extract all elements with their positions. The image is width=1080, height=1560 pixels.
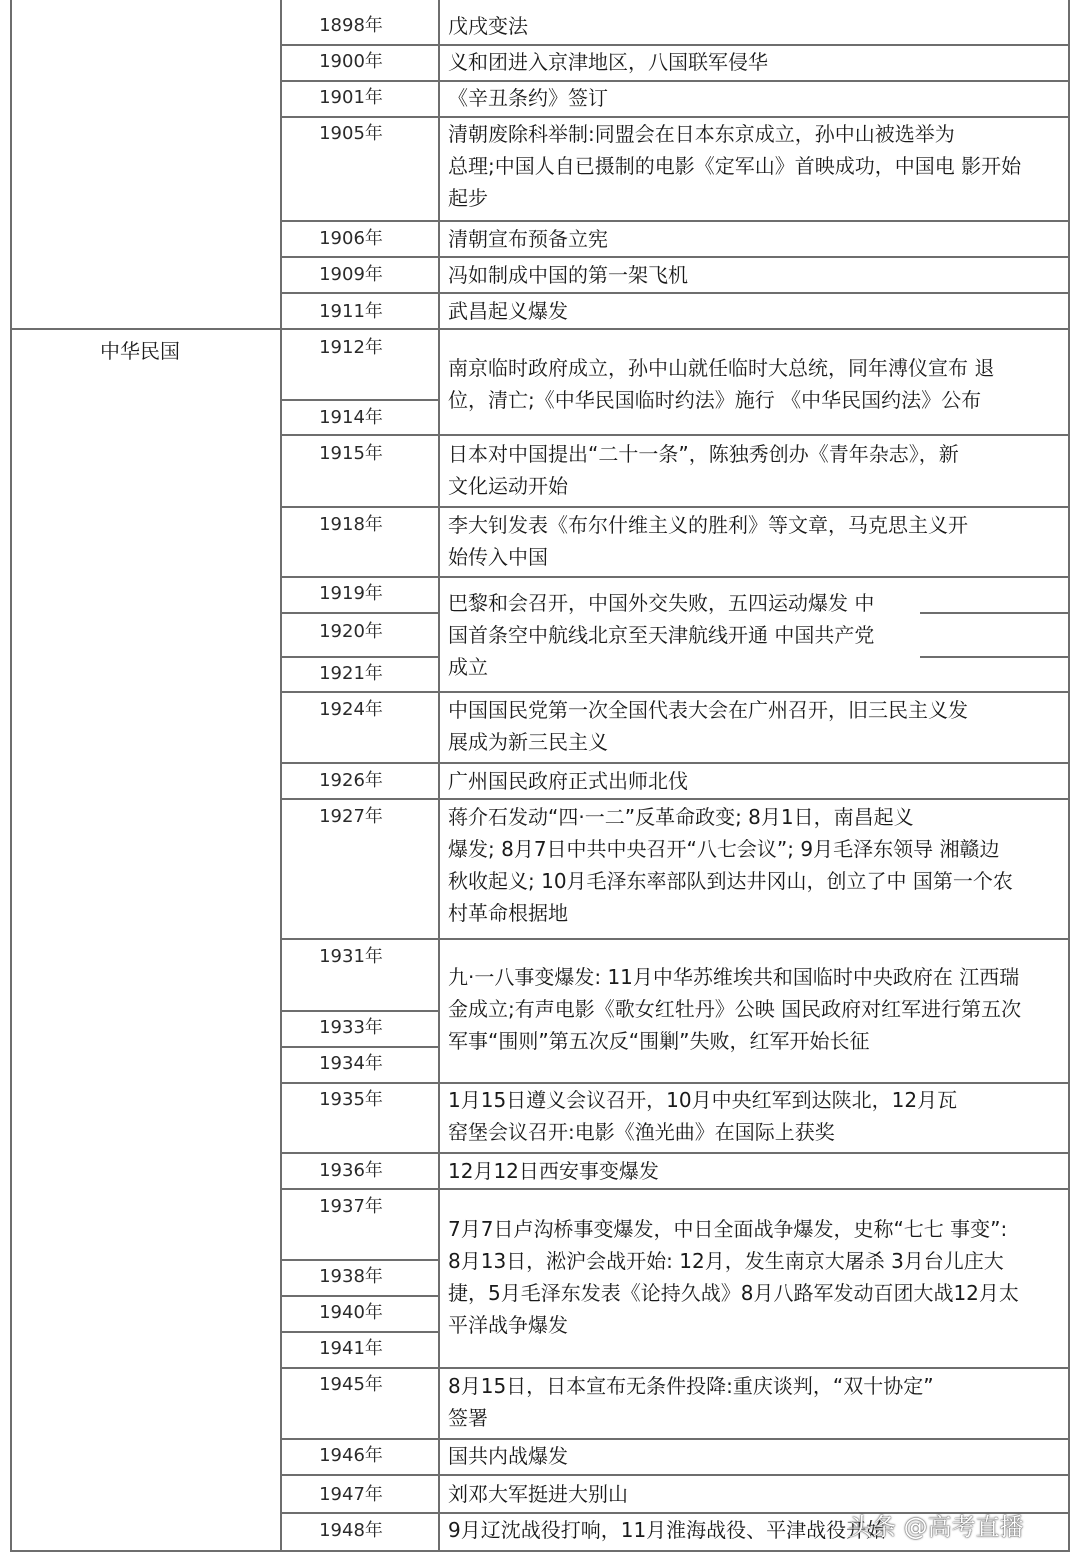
year-cell: 1935年 <box>319 1089 383 1110</box>
event-cell: 巴黎和会召开，中国外交失败，五四运动爆发 中 国首条空中航线北京至天津航线开通 中国共产党 成立 <box>448 591 875 679</box>
year-cell: 1905年 <box>319 123 383 144</box>
year-cell: 1934年 <box>319 1053 383 1074</box>
event-cell: 义和团进入京津地区，八国联军侵华 <box>448 50 768 74</box>
row-divider <box>280 1046 440 1048</box>
event-cell: 8月15日，日本宣布无条件投降:重庆谈判，“双十协定” 签署 <box>448 1374 934 1430</box>
year-cell: 1915年 <box>319 443 383 464</box>
event-cell: 武昌起义爆发 <box>448 299 568 323</box>
row-divider <box>280 1295 440 1297</box>
year-cell: 1918年 <box>319 514 383 535</box>
year-cell: 1900年 <box>319 51 383 72</box>
event-cell: 冯如制成中国的第一架飞机 <box>448 263 688 287</box>
row-divider <box>280 691 1070 693</box>
event-cell: 蒋介石发动“四·一二”反革命政变; 8月1日，南昌起义 爆发; 8月7日中共中央召开“八七会议”; 9月毛泽东领导 湘赣边 秋收起义; 10月毛泽东率部队到达井冈山，创立了中 国第一个农 村革命根据地 <box>448 805 1013 925</box>
year-cell: 1898年 <box>319 15 383 36</box>
row-divider <box>280 506 1070 508</box>
row-divider <box>280 938 1070 940</box>
year-cell: 1927年 <box>319 806 383 827</box>
year-cell: 1933年 <box>319 1017 383 1038</box>
row-divider <box>280 656 440 658</box>
event-cell: 刘邓大军挺进大别山 <box>448 1482 628 1506</box>
year-cell: 1911年 <box>319 301 383 322</box>
year-cell: 1940年 <box>319 1302 383 1323</box>
event-cell: 九·一八事变爆发: 11月中华苏维埃共和国临时中央政府在 江西瑞 金成立;有声电影《歌女红牡丹》公映 国民政府对红军进行第五次 军事“围则”第五次反“围剿”失败，红军开始长征 <box>448 965 1022 1053</box>
table-border-left <box>10 0 12 1552</box>
row-divider <box>280 1152 1070 1154</box>
year-cell: 1937年 <box>319 1196 383 1217</box>
event-cell: 清朝宣布预备立宪 <box>448 227 608 251</box>
row-divider <box>280 1331 440 1333</box>
row-divider <box>280 1188 1070 1190</box>
event-cell: 7月7日卢沟桥事变爆发，中日全面战争爆发，史称“七七 事变”: 8月13日，淞沪会战开始: 12月，发生南京大屠杀 3月台儿庄大 捷，5月毛泽东发表《论持久战》8月八路军发动百团大战12月太 平洋战争爆发 <box>448 1217 1019 1337</box>
row-divider <box>280 1474 1070 1476</box>
year-cell: 1945年 <box>319 1374 383 1395</box>
year-cell: 1920年 <box>319 621 383 642</box>
year-cell: 1901年 <box>319 87 383 108</box>
event-cell: 1月15日遵义会议召开，10月中央红军到达陕北，12月瓦 窑堡会议召开:电影《渔光曲》在国际上获奖 <box>448 1088 958 1144</box>
row-divider <box>280 220 1070 222</box>
event-cell: 12月12日西安事变爆发 <box>448 1159 659 1183</box>
year-cell: 1906年 <box>319 228 383 249</box>
year-cell: 1914年 <box>319 407 383 428</box>
year-cell: 1924年 <box>319 699 383 720</box>
event-cell: 南京临时政府成立，孙中山就任临时大总统，同年溥仪宣布 退 位，清亡;《中华民国临时约法》施行 《中华民国约法》公布 <box>448 356 995 412</box>
row-divider <box>280 798 1070 800</box>
event-cell: 李大钊发表《布尔什维主义的胜利》等文章，马克思主义开 始传入中国 <box>448 513 968 569</box>
year-cell: 1941年 <box>319 1338 383 1359</box>
event-cell: 戊戌变法 <box>448 14 528 38</box>
year-cell: 1948年 <box>319 1520 383 1541</box>
row-divider <box>280 256 1070 258</box>
row-divider <box>280 762 1070 764</box>
event-cell: 广州国民政府正式出师北伐 <box>448 769 688 793</box>
year-cell: 1926年 <box>319 770 383 791</box>
row-divider <box>280 1367 1070 1369</box>
year-cell: 1921年 <box>319 663 383 684</box>
era-divider <box>10 328 1070 330</box>
row-divider <box>280 612 440 614</box>
row-divider <box>280 1259 440 1261</box>
year-cell: 1936年 <box>319 1160 383 1181</box>
table-border-bottom <box>10 1550 1070 1552</box>
column-divider-year <box>438 0 440 1552</box>
year-cell: 1946年 <box>319 1445 383 1466</box>
year-cell: 1931年 <box>319 946 383 967</box>
row-divider <box>280 1010 440 1012</box>
year-cell: 1909年 <box>319 264 383 285</box>
row-divider <box>280 434 1070 436</box>
column-divider-era <box>280 0 282 1552</box>
watermark-text: 头条 @高考直播 <box>848 1513 1024 1541</box>
event-cell: 9月辽沈战役打响，11月淮海战役、平津战役开始 <box>448 1518 887 1542</box>
year-cell: 1912年 <box>319 337 383 358</box>
year-cell: 1947年 <box>319 1484 383 1505</box>
row-divider <box>280 399 440 401</box>
era-label: 中华民国 <box>100 339 180 363</box>
year-cell: 1919年 <box>319 583 383 604</box>
year-cell: 1938年 <box>319 1266 383 1287</box>
row-divider <box>280 576 1070 578</box>
row-divider <box>280 292 1070 294</box>
event-cell: 《辛丑条约》签订 <box>448 86 608 110</box>
event-cell: 清朝废除科举制:同盟会在日本东京成立，孙中山被选举为 总理;中国人自已摄制的电影《定军山》首映成功，中国电 影开始 起步 <box>448 122 1022 210</box>
event-cell: 日本对中国提出“二十一条”，陈独秀创办《青年杂志》，新 文化运动开始 <box>448 442 959 498</box>
event-cell: 国共内战爆发 <box>448 1444 568 1468</box>
event-cell: 中国国民党第一次全国代表大会在广州召开，旧三民主义发 展成为新三民主义 <box>448 698 968 754</box>
